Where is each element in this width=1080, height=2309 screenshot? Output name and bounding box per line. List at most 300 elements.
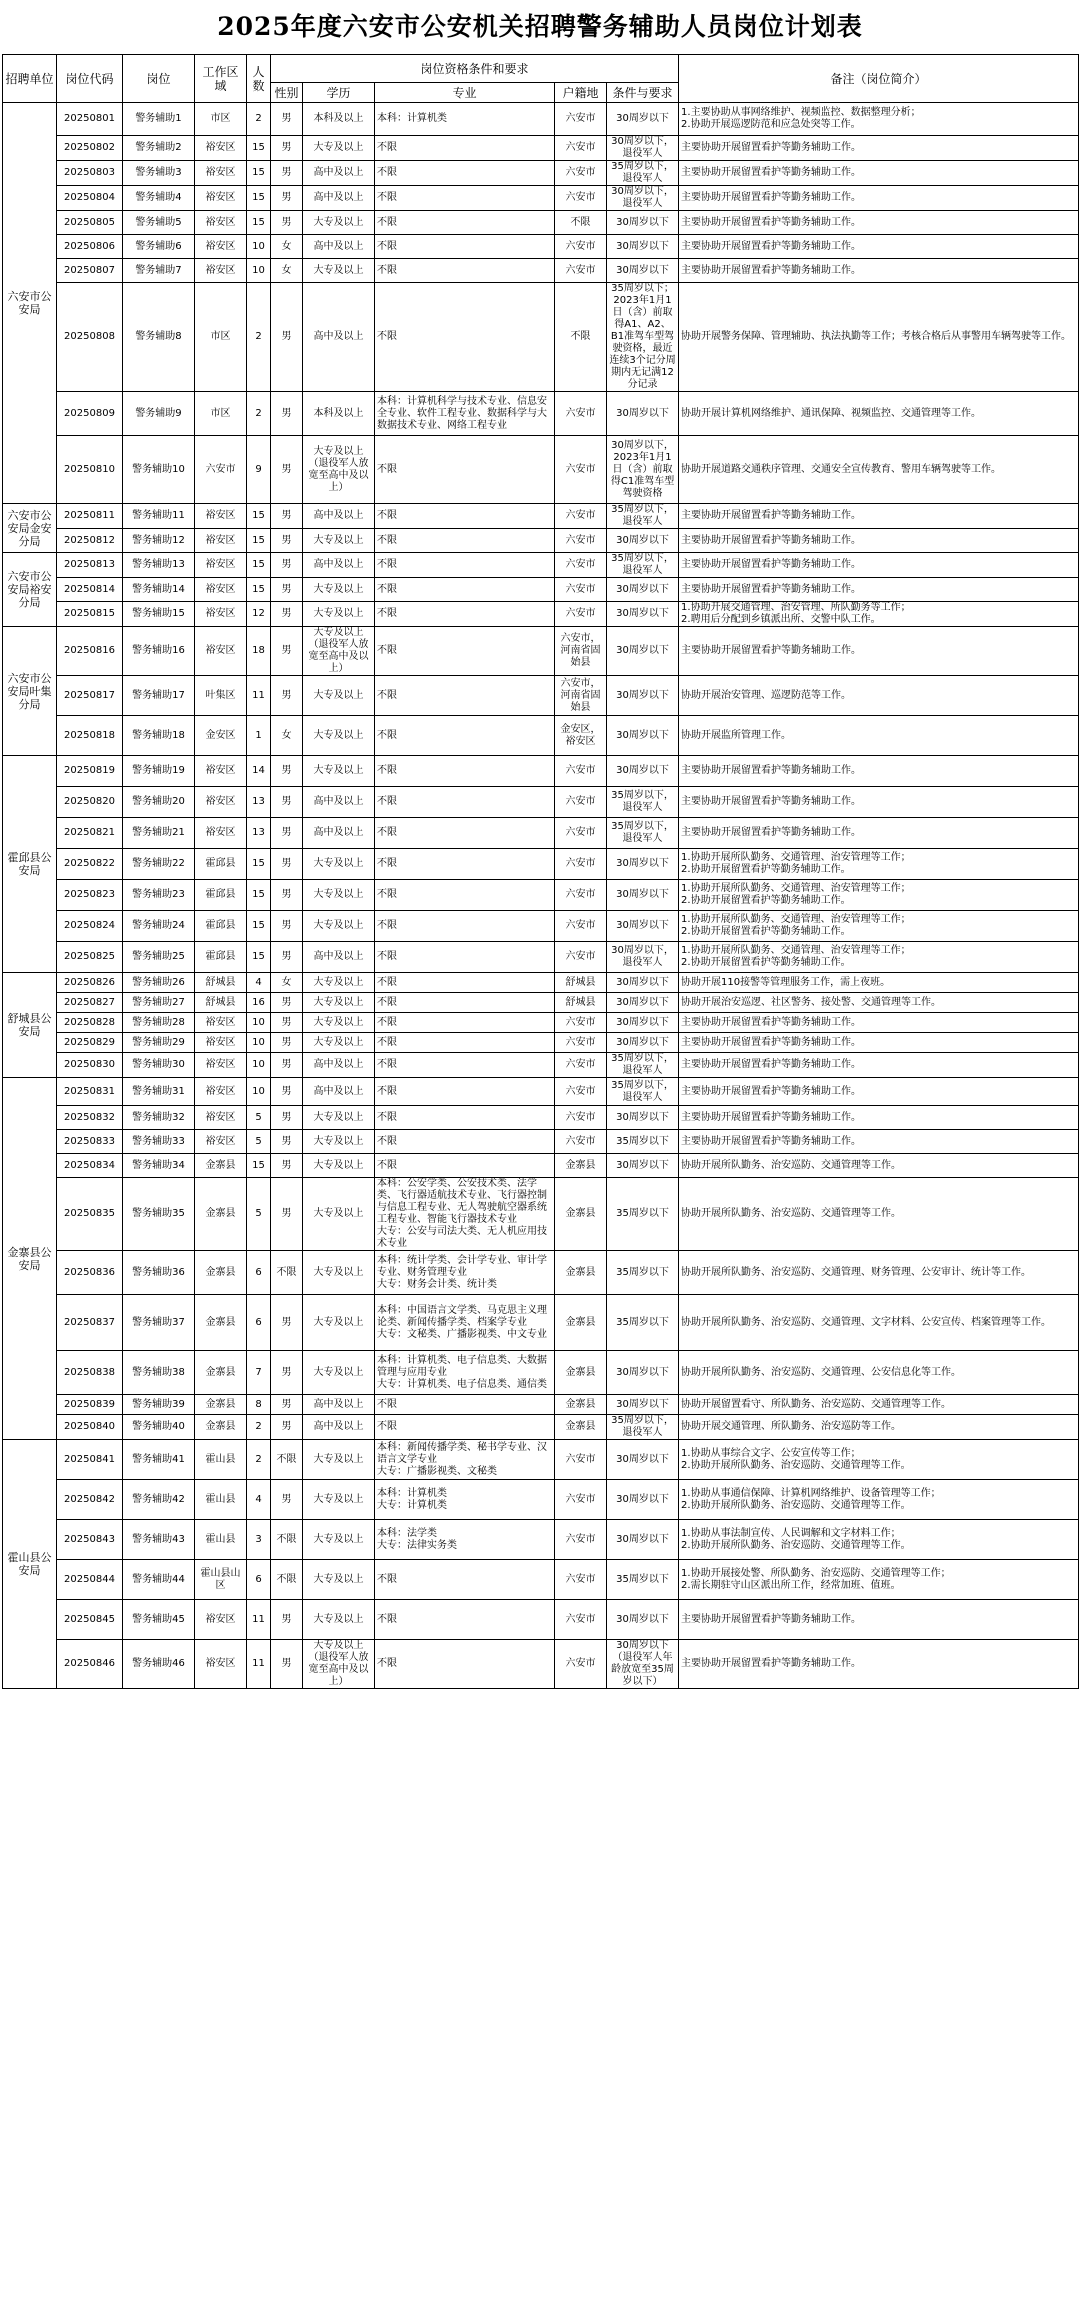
conditions: 30周岁以下 [607, 1600, 679, 1640]
headcount: 11 [247, 1640, 271, 1689]
unit-name: 金寨县公安局 [3, 1078, 57, 1440]
post-name: 警务辅助44 [123, 1560, 195, 1600]
post-code: 20250808 [57, 283, 123, 392]
hukou: 六安市 [555, 1053, 607, 1078]
work-area: 裕安区 [195, 627, 247, 676]
post-code: 20250809 [57, 392, 123, 436]
education: 大专及以上 [303, 1178, 375, 1251]
work-area: 舒城县 [195, 993, 247, 1013]
conditions: 30周岁以下 [607, 627, 679, 676]
post-name: 警务辅助32 [123, 1106, 195, 1130]
education: 大专及以上 [303, 880, 375, 911]
table-row [3, 627, 1079, 676]
gender: 男 [271, 1640, 303, 1689]
post-code: 20250837 [57, 1295, 123, 1351]
table-row [3, 103, 1079, 136]
gender: 男 [271, 1600, 303, 1640]
conditions: 30周岁以下 [607, 602, 679, 627]
work-area: 裕安区 [195, 553, 247, 578]
hukou: 六安市， 河南省固始县 [555, 676, 607, 716]
conditions: 35周岁以下， 退役军人 [607, 1078, 679, 1106]
gender: 女 [271, 235, 303, 259]
post-name: 警务辅助17 [123, 676, 195, 716]
table-row [3, 818, 1079, 849]
major: 不限 [375, 161, 555, 186]
table-row [3, 716, 1079, 756]
education: 大专及以上 [303, 1013, 375, 1033]
header-edu: 学历 [303, 83, 375, 103]
major: 不限 [375, 553, 555, 578]
hukou: 六安市 [555, 504, 607, 529]
education: 大专及以上 [303, 1480, 375, 1520]
work-area: 金寨县 [195, 1395, 247, 1415]
conditions: 35周岁以下；2023年1月1日（含）前取得A1、A2、B1准驾车型驾驶资格，最近连续3个记分周期内无记满12分记录 [607, 283, 679, 392]
table-row [3, 578, 1079, 602]
hukou: 六安市 [555, 578, 607, 602]
post-code: 20250838 [57, 1351, 123, 1395]
table-row [3, 1251, 1079, 1295]
note: 1.协助开展接处警、所队勤务、治安巡防、交通管理等工作； 2.需长期驻守山区派出所工作，经常加班、值班。 [679, 1560, 1079, 1600]
note: 主要协助开展留置看护等勤务辅助工作。 [679, 529, 1079, 553]
recruitment-table [2, 54, 1079, 1689]
table-row [3, 676, 1079, 716]
hukou: 六安市 [555, 602, 607, 627]
headcount: 15 [247, 504, 271, 529]
conditions: 30周岁以下 [607, 1520, 679, 1560]
note: 主要协助开展留置看护等勤务辅助工作。 [679, 1640, 1079, 1689]
post-name: 警务辅助39 [123, 1395, 195, 1415]
table-row [3, 392, 1079, 436]
hukou: 六安市 [555, 235, 607, 259]
education: 大专及以上 [303, 993, 375, 1013]
gender: 男 [271, 942, 303, 973]
note: 协助开展所队勤务、治安巡防、交通管理、文字材料、公安宣传、档案管理等工作。 [679, 1295, 1079, 1351]
post-code: 20250819 [57, 756, 123, 787]
note: 主要协助开展留置看护等勤务辅助工作。 [679, 136, 1079, 161]
hukou: 金寨县 [555, 1415, 607, 1440]
hukou: 六安市 [555, 942, 607, 973]
post-code: 20250845 [57, 1600, 123, 1640]
table-row [3, 1640, 1079, 1689]
conditions: 30周岁以下 [607, 1033, 679, 1053]
note: 1.协助从事综合文字、公安宣传等工作； 2.协助开展所队勤务、治安巡防、交通管理等工作。 [679, 1440, 1079, 1480]
table-row [3, 235, 1079, 259]
hukou: 金寨县 [555, 1154, 607, 1178]
major: 不限 [375, 186, 555, 211]
conditions: 30周岁以下 [607, 392, 679, 436]
major: 不限 [375, 504, 555, 529]
work-area: 六安市 [195, 436, 247, 504]
headcount: 2 [247, 103, 271, 136]
post-code: 20250842 [57, 1480, 123, 1520]
gender: 男 [271, 911, 303, 942]
post-code: 20250821 [57, 818, 123, 849]
education: 大专及以上 [303, 1106, 375, 1130]
post-code: 20250814 [57, 578, 123, 602]
header-area: 工作区域 [195, 55, 247, 103]
hukou: 六安市 [555, 259, 607, 283]
gender: 男 [271, 602, 303, 627]
headcount: 7 [247, 1351, 271, 1395]
headcount: 8 [247, 1395, 271, 1415]
work-area: 霍邱县 [195, 849, 247, 880]
post-code: 20250840 [57, 1415, 123, 1440]
note: 协助开展交通管理、所队勤务、治安巡防等工作。 [679, 1415, 1079, 1440]
post-code: 20250813 [57, 553, 123, 578]
hukou: 六安市 [555, 1078, 607, 1106]
gender: 男 [271, 1351, 303, 1395]
gender: 男 [271, 1415, 303, 1440]
unit-name: 六安市公安局叶集分局 [3, 627, 57, 756]
post-code: 20250832 [57, 1106, 123, 1130]
post-name: 警务辅助16 [123, 627, 195, 676]
education: 大专及以上 [303, 756, 375, 787]
post-name: 警务辅助24 [123, 911, 195, 942]
education: 大专及以上 [303, 1130, 375, 1154]
post-name: 警务辅助4 [123, 186, 195, 211]
note: 主要协助开展留置看护等勤务辅助工作。 [679, 787, 1079, 818]
major: 不限 [375, 1033, 555, 1053]
headcount: 10 [247, 1078, 271, 1106]
post-name: 警务辅助19 [123, 756, 195, 787]
gender: 男 [271, 211, 303, 235]
education: 高中及以上 [303, 186, 375, 211]
headcount: 10 [247, 259, 271, 283]
unit-name: 霍山县公安局 [3, 1440, 57, 1689]
post-code: 20250817 [57, 676, 123, 716]
education: 大专及以上 [303, 1033, 375, 1053]
headcount: 10 [247, 235, 271, 259]
major: 不限 [375, 973, 555, 993]
table-row [3, 283, 1079, 392]
note: 协助开展留置看守、所队勤务、治安巡防、交通管理等工作。 [679, 1395, 1079, 1415]
hukou: 六安市 [555, 186, 607, 211]
header-post: 岗位 [123, 55, 195, 103]
education: 高中及以上 [303, 1078, 375, 1106]
table-row [3, 553, 1079, 578]
note: 协助开展所队勤务、治安巡防、交通管理等工作。 [679, 1178, 1079, 1251]
work-area: 霍邱县 [195, 880, 247, 911]
post-code: 20250827 [57, 993, 123, 1013]
post-name: 警务辅助22 [123, 849, 195, 880]
work-area: 金寨县 [195, 1251, 247, 1295]
work-area: 市区 [195, 283, 247, 392]
conditions: 30周岁以下 [607, 1351, 679, 1395]
hukou: 六安市 [555, 529, 607, 553]
headcount: 15 [247, 186, 271, 211]
table-row [3, 756, 1079, 787]
table-row [3, 1351, 1079, 1395]
headcount: 6 [247, 1295, 271, 1351]
table-row [3, 787, 1079, 818]
gender: 不限 [271, 1520, 303, 1560]
post-code: 20250812 [57, 529, 123, 553]
major: 本科：统计学类、会计学专业、审计学专业、财务管理专业 大专：财务会计类、统计类 [375, 1251, 555, 1295]
post-code: 20250804 [57, 186, 123, 211]
post-code: 20250818 [57, 716, 123, 756]
conditions: 30周岁以下 [607, 1480, 679, 1520]
table-row [3, 942, 1079, 973]
post-name: 警务辅助11 [123, 504, 195, 529]
gender: 男 [271, 529, 303, 553]
gender: 男 [271, 578, 303, 602]
hukou: 六安市 [555, 849, 607, 880]
education: 大专及以上 [303, 1154, 375, 1178]
post-name: 警务辅助42 [123, 1480, 195, 1520]
major: 不限 [375, 993, 555, 1013]
table-row [3, 1154, 1079, 1178]
major: 本科：法学类 大专：法律实务类 [375, 1520, 555, 1560]
headcount: 16 [247, 993, 271, 1013]
note: 主要协助开展留置看护等勤务辅助工作。 [679, 818, 1079, 849]
note: 协助开展监所管理工作。 [679, 716, 1079, 756]
major: 不限 [375, 1640, 555, 1689]
work-area: 叶集区 [195, 676, 247, 716]
conditions: 30周岁以下 [607, 578, 679, 602]
hukou: 六安市 [555, 103, 607, 136]
table-row [3, 136, 1079, 161]
post-code: 20250830 [57, 1053, 123, 1078]
post-name: 警务辅助13 [123, 553, 195, 578]
post-name: 警务辅助26 [123, 973, 195, 993]
table-row [3, 1395, 1079, 1415]
major: 不限 [375, 1395, 555, 1415]
hukou: 舒城县 [555, 973, 607, 993]
header-count: 人数 [247, 55, 271, 103]
conditions: 30周岁以下 [607, 1106, 679, 1130]
post-name: 警务辅助23 [123, 880, 195, 911]
gender: 男 [271, 283, 303, 392]
education: 大专及以上 [303, 211, 375, 235]
hukou: 六安市 [555, 1033, 607, 1053]
major: 不限 [375, 259, 555, 283]
post-name: 警务辅助43 [123, 1520, 195, 1560]
education: 大专及以上 [303, 1600, 375, 1640]
headcount: 15 [247, 1154, 271, 1178]
note: 协助开展道路交通秩序管理、交通安全宣传教育、警用车辆驾驶等工作。 [679, 436, 1079, 504]
work-area: 裕安区 [195, 1106, 247, 1130]
post-code: 20250803 [57, 161, 123, 186]
conditions: 30周岁以下 [607, 849, 679, 880]
post-code: 20250835 [57, 1178, 123, 1251]
headcount: 13 [247, 818, 271, 849]
work-area: 裕安区 [195, 578, 247, 602]
table-row [3, 1130, 1079, 1154]
gender: 男 [271, 392, 303, 436]
gender: 男 [271, 1130, 303, 1154]
major: 不限 [375, 1013, 555, 1033]
major: 本科：计算机类 大专：计算机类 [375, 1480, 555, 1520]
post-name: 警务辅助6 [123, 235, 195, 259]
hukou: 六安市 [555, 136, 607, 161]
hukou: 六安市 [555, 1130, 607, 1154]
post-name: 警务辅助1 [123, 103, 195, 136]
note: 主要协助开展留置看护等勤务辅助工作。 [679, 1106, 1079, 1130]
headcount: 15 [247, 578, 271, 602]
education: 高中及以上 [303, 787, 375, 818]
work-area: 裕安区 [195, 211, 247, 235]
education: 大专及以上 [303, 136, 375, 161]
major: 不限 [375, 849, 555, 880]
header-hukou: 户籍地 [555, 83, 607, 103]
conditions: 35周岁以下， 退役军人 [607, 818, 679, 849]
hukou: 六安市 [555, 1106, 607, 1130]
post-code: 20250841 [57, 1440, 123, 1480]
headcount: 6 [247, 1560, 271, 1600]
hukou: 金寨县 [555, 1295, 607, 1351]
conditions: 35周岁以下， 退役军人 [607, 504, 679, 529]
conditions: 30周岁以下 [607, 529, 679, 553]
hukou: 六安市 [555, 911, 607, 942]
post-name: 警务辅助29 [123, 1033, 195, 1053]
note: 主要协助开展留置看护等勤务辅助工作。 [679, 1053, 1079, 1078]
conditions: 30周岁以下 （退役军人年龄放宽至35周岁以下） [607, 1640, 679, 1689]
education: 大专及以上 [303, 1295, 375, 1351]
post-name: 警务辅助15 [123, 602, 195, 627]
education: 大专及以上 [303, 911, 375, 942]
table-row [3, 211, 1079, 235]
note: 1.协助从事通信保障、计算机网络维护、设备管理等工作； 2.协助开展所队勤务、治安巡防、交通管理等工作。 [679, 1480, 1079, 1520]
hukou: 金寨县 [555, 1351, 607, 1395]
work-area: 裕安区 [195, 161, 247, 186]
work-area: 金寨县 [195, 1415, 247, 1440]
conditions: 30周岁以下，2023年1月1日（含）前取得C1准驾车型驾驶资格 [607, 436, 679, 504]
gender: 男 [271, 1078, 303, 1106]
education: 大专及以上 [303, 602, 375, 627]
major: 本科：新闻传播学类、秘书学专业、汉语言文学专业 大专：广播影视类、文秘类 [375, 1440, 555, 1480]
conditions: 35周岁以下 [607, 1178, 679, 1251]
headcount: 2 [247, 283, 271, 392]
gender: 男 [271, 504, 303, 529]
post-code: 20250802 [57, 136, 123, 161]
headcount: 4 [247, 973, 271, 993]
major: 不限 [375, 1130, 555, 1154]
hukou: 金寨县 [555, 1395, 607, 1415]
post-code: 20250815 [57, 602, 123, 627]
note: 主要协助开展留置看护等勤务辅助工作。 [679, 627, 1079, 676]
gender: 男 [271, 103, 303, 136]
major: 不限 [375, 1415, 555, 1440]
conditions: 35周岁以下 [607, 1130, 679, 1154]
work-area: 霍山县 [195, 1440, 247, 1480]
major: 不限 [375, 787, 555, 818]
work-area: 金寨县 [195, 1178, 247, 1251]
conditions: 30周岁以下， 退役军人 [607, 136, 679, 161]
note: 主要协助开展留置看护等勤务辅助工作。 [679, 211, 1079, 235]
headcount: 15 [247, 161, 271, 186]
major: 不限 [375, 235, 555, 259]
table-row [3, 1480, 1079, 1520]
conditions: 30周岁以下， 退役军人 [607, 942, 679, 973]
post-code: 20250805 [57, 211, 123, 235]
major: 本科：公安学类、公安技术类、法学类、飞行器适航技术专业、飞行器控制与信息工程专业、无人驾驶航空器系统工程专业、智能飞行器技术专业 大专：公安与司法大类、无人机应用技术专业 [375, 1178, 555, 1251]
headcount: 18 [247, 627, 271, 676]
post-name: 警务辅助36 [123, 1251, 195, 1295]
gender: 男 [271, 676, 303, 716]
header-gender: 性别 [271, 83, 303, 103]
headcount: 2 [247, 1415, 271, 1440]
education: 大专及以上 [303, 716, 375, 756]
note: 主要协助开展留置看护等勤务辅助工作。 [679, 1600, 1079, 1640]
work-area: 裕安区 [195, 1078, 247, 1106]
work-area: 市区 [195, 103, 247, 136]
table-row [3, 161, 1079, 186]
headcount: 15 [247, 911, 271, 942]
post-name: 警务辅助21 [123, 818, 195, 849]
hukou: 六安市 [555, 1440, 607, 1480]
work-area: 金寨县 [195, 1295, 247, 1351]
work-area: 霍山县山区 [195, 1560, 247, 1600]
post-name: 警务辅助9 [123, 392, 195, 436]
headcount: 3 [247, 1520, 271, 1560]
post-name: 警务辅助40 [123, 1415, 195, 1440]
hukou: 六安市 [555, 1600, 607, 1640]
major: 不限 [375, 911, 555, 942]
header-note: 备注（岗位简介） [679, 55, 1079, 103]
major: 本科：计算机科学与技术专业、信息安全专业、软件工程专业、数据科学与大数据技术专业、网络工程专业 [375, 392, 555, 436]
table-row [3, 849, 1079, 880]
hukou: 六安市 [555, 1560, 607, 1600]
note: 协助开展110接警等管理服务工作，需上夜班。 [679, 973, 1079, 993]
conditions: 35周岁以下 [607, 1295, 679, 1351]
major: 不限 [375, 880, 555, 911]
conditions: 35周岁以下， 退役军人 [607, 1053, 679, 1078]
major: 不限 [375, 1600, 555, 1640]
gender: 男 [271, 993, 303, 1013]
table-row [3, 1560, 1079, 1600]
gender: 不限 [271, 1560, 303, 1600]
conditions: 30周岁以下 [607, 235, 679, 259]
post-code: 20250820 [57, 787, 123, 818]
work-area: 裕安区 [195, 1600, 247, 1640]
major: 不限 [375, 602, 555, 627]
page-title: 2025年度六安市公安机关招聘警务辅助人员岗位计划表 [217, 12, 863, 41]
headcount: 4 [247, 1480, 271, 1520]
education: 大专及以上 [303, 529, 375, 553]
headcount: 2 [247, 1440, 271, 1480]
education: 大专及以上 [303, 578, 375, 602]
unit-name: 六安市公安局裕安分局 [3, 553, 57, 627]
gender: 男 [271, 186, 303, 211]
note: 协助开展治安管理、巡逻防范等工作。 [679, 676, 1079, 716]
education: 大专及以上 [303, 1440, 375, 1480]
headcount: 15 [247, 553, 271, 578]
headcount: 14 [247, 756, 271, 787]
table-row [3, 973, 1079, 993]
conditions: 35周岁以下， 退役军人 [607, 1415, 679, 1440]
gender: 男 [271, 787, 303, 818]
note: 1.协助从事法制宣传、人民调解和文字材料工作； 2.协助开展所队勤务、治安巡防、交通管理等工作。 [679, 1520, 1079, 1560]
work-area: 霍山县 [195, 1520, 247, 1560]
hukou: 六安市 [555, 161, 607, 186]
gender: 男 [271, 818, 303, 849]
headcount: 10 [247, 1033, 271, 1053]
post-code: 20250824 [57, 911, 123, 942]
post-name: 警务辅助18 [123, 716, 195, 756]
post-name: 警务辅助3 [123, 161, 195, 186]
header-cond: 条件与要求 [607, 83, 679, 103]
headcount: 10 [247, 1053, 271, 1078]
unit-name: 霍邱县公安局 [3, 756, 57, 973]
headcount: 15 [247, 849, 271, 880]
note: 主要协助开展留置看护等勤务辅助工作。 [679, 504, 1079, 529]
work-area: 裕安区 [195, 1013, 247, 1033]
post-name: 警务辅助28 [123, 1013, 195, 1033]
post-code: 20250816 [57, 627, 123, 676]
major: 不限 [375, 1078, 555, 1106]
table-row [3, 880, 1079, 911]
gender: 男 [271, 1395, 303, 1415]
